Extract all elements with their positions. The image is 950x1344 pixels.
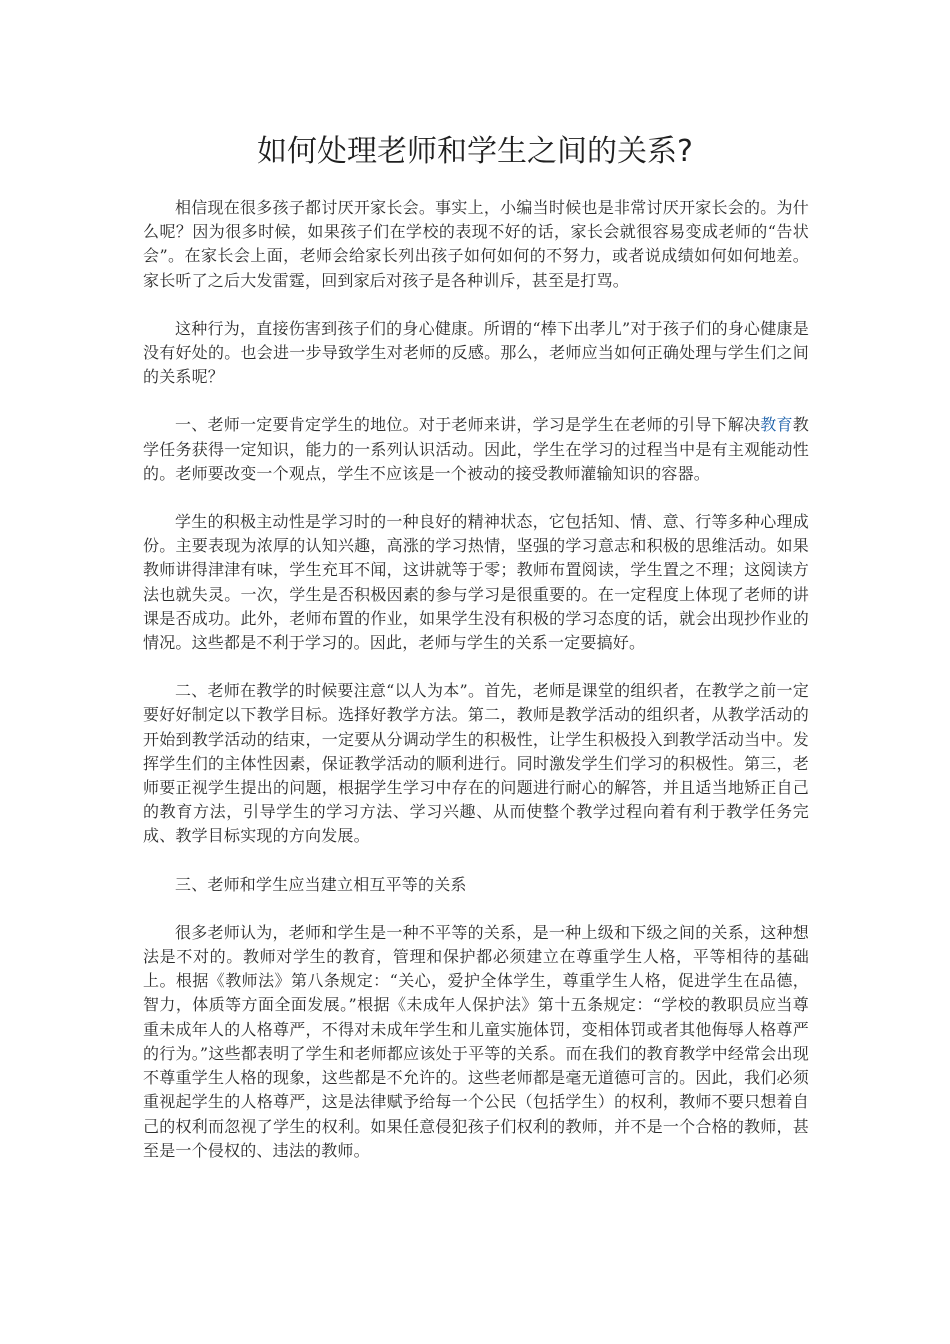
paragraph-point-one-lead: 一、老师一定要肯定学生的地位。对于老师来讲，学习是学生在老师的引导下解决 <box>175 415 761 435</box>
paragraph-point-two: 二、老师在教学的时候要注意“以人为本”。首先，老师是课堂的组织者，在教学之前一定要好好制定以下教学目标。选择好教学方法。第二，教师是教学活动的组织者，从教学活动的开始到教学活动的结束，一定要从分调动学生的积极性，让学生积极投入到教学活动当中。发挥学生们的主体性因素，保证教学活动的顺利进行。同时激发学生们学习的积极性。第三，老师要正视学生提出的问题，根据学生学习中存在的问题进行耐心的解答，并且适当地矫正自己的教育方法，引导学生的学习方法、学习兴趣、从而使整个教学过程向着有利于教学任务完成、教学目标实现的方向发展。 <box>143 681 809 846</box>
paragraph-initiative: 学生的积极主动性是学习时的一种良好的精神状态，它包括知、情、意、行等多种心理成份。主要表现为浓厚的认知兴趣，高涨的学习热情，坚强的学习意志和积极的思维活动。如果教师讲得津津有味，学生充耳不闻，这讲就等于零；教师布置阅读，学生置之不理；这阅读方法也就失灵。一次，学生是否积极因素的参与学习是很重要的。在一定程度上体现了老师的讲课是否成功。此外，老师布置的作业，如果学生没有积极的学习态度的话，就会出现抄作业的情况。这些都是不利于学习的。因此，老师与学生的关系一定要搞好。 <box>143 512 809 653</box>
paragraph-point-one <box>143 413 809 486</box>
paragraph-point-one-rest: 教学任务获得一定知识，能力的一系列认识活动。因此，学生在学习的过程当中是有主观能动性的。老师要改变一个观点，学生不应该是一个被动的接受教师灌输知识的容器。 <box>143 415 809 483</box>
page-title: 如何处理老师和学生之间的关系? <box>257 134 693 169</box>
paragraph-equality: 很多老师认为，老师和学生是一种不平等的关系，是一种上级和下级之间的关系，这种想法是不对的。教师对学生的教育，管理和保护都必须建立在尊重学生人格，平等相待的基础上。根据《教师法》第八条规定：“关心，爱护全体学生，尊重学生人格，促进学生在品德，智力，体质等方面全面发展。”根据《未成年人保护法》第十五条规定：“学校的教职员应当尊重未成年人的人格尊严，不得对未成年学生和儿童实施体罚，变相体罚或者其他侮辱人格尊严的行为。”这些都表明了学生和老师都应该处于平等的关系。而在我们的教育教学中经常会出现不尊重学生人格的现象，这些都是不允许的。这些老师都是毫无道德可言的。因此，我们必须重视起学生的人格尊严，这是法律赋予给每一个公民（包括学生）的权利，教师不要只想着自己的权利而忽视了学生的权利。如果任意侵犯孩子们权利的教师，并不是一个合格的教师，甚至是一个侵权的、违法的教师。 <box>143 922 809 1160</box>
article-body <box>143 196 809 1187</box>
education-link[interactable]: 教育 <box>760 415 793 435</box>
paragraph-intro: 相信现在很多孩子都讨厌开家长会。事实上，小编当时候也是非常讨厌开家长会的。为什么呢？因为很多时候，如果孩子们在学校的表现不好的话，家长会就很容易变成老师的“告状会”。在家长会上面，老师会给家长列出孩子如何如何的不努力，或者说成绩如何如何地差。家长听了之后大发雷霆，回到家后对孩子是各种训斥，甚至是打骂。 <box>143 198 809 290</box>
paragraph-point-three-heading: 三、老师和学生应当建立相互平等的关系 <box>175 874 467 894</box>
paragraph-harm: 这种行为，直接伤害到孩子们的身心健康。所谓的“棒下出孝儿”对于孩子们的身心健康是没有好处的。也会进一步导致学生对老师的反感。那么，老师应当如何正确处理与学生们之间的关系呢？ <box>143 318 809 387</box>
